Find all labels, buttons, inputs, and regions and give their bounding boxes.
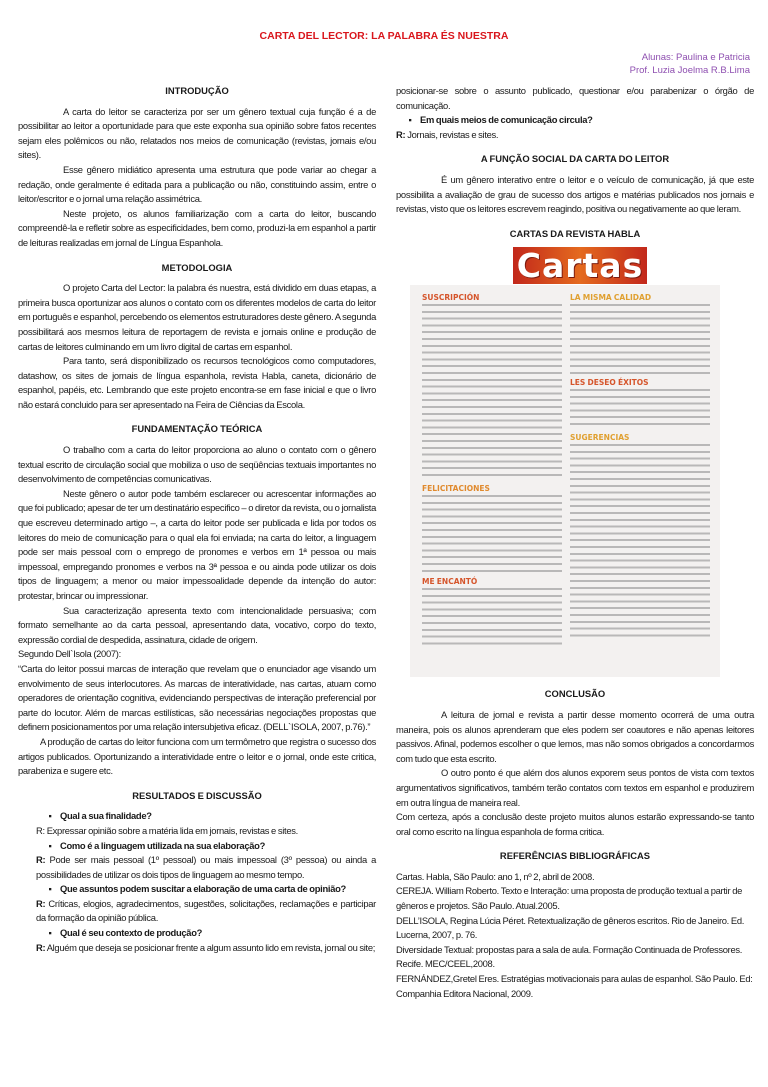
letter-heading: SUSCRIPCIÓN [422, 293, 480, 303]
paragraph: A carta do leitor se caracteriza por ser um gênero textual cuja função é a de possibilitar ao leitor a oportunidade para que este exponha sua opinião sobre fatos recentes sejam eles polêmicos ou não, relatados nos meios de comunicação (revistas, jornais e/ou sites). [18, 105, 376, 161]
paragraph: O projeto Carta del Lector: la palabra és nuestra, está dividido em duas etapas, a primeira busca oportunizar aos alunos o contato com os diferentes modelos de carta do leitor em português e espanhol, percebendo os elementos estruturadores deste gênero. A segunda possibilitará aos mesmos leitura de reportagem de revista e jornais online e produção de cartas de leitores culminando em um livro digital de cartas em espanhol. [18, 282, 376, 352]
letter-heading: LES DESEO ÉXITOS [570, 378, 649, 388]
cartas-logo: Cartas [513, 247, 647, 284]
section-heading: FUNDAMENTAÇÃO TEÓRICA [131, 423, 263, 435]
reference-item: Cartas. Habla, São Paulo: ano 1, nº 2, abril de 2008. [396, 870, 595, 882]
students: Alunas: Paulina e Patricia [641, 52, 750, 63]
question: ▪ Qual a sua finalidade? [36, 809, 376, 824]
reference-item: FERNÁNDEZ,Gretel Eres. Estratégias motivacionais para aulas de espanhol. São Paulo. Ed: Companhia Editora Nacional, 2009. [396, 973, 753, 999]
section-heading: CONCLUSÃO [544, 688, 606, 700]
reference-item: DELL’ISOLA, Regina Lúcia Péret. Retextualização de gêneros escritos. Rio de Janeiro. Ed. Lucerna, 2007, p. 76. [396, 914, 745, 941]
paragraph: O trabalho com a carta do leitor proporciona ao aluno o contato com o gênero textual escrito de circulação social que mobiliza o uso de seqüências textuais importantes no desenvolvimento de competências comunicativas. [18, 444, 376, 485]
section-heading: CARTAS DA REVISTA HABLA [509, 227, 641, 239]
paragraph: Neste projeto, os alunos familiarização com a carta do leitor, buscando compreendê-la e refletir sobre as especificidades, bem como, produzi-la em espanhol a partir de leituras realizadas em jornal de Língua Espanhola. [18, 207, 376, 248]
letter-heading: SUGERENCIAS [570, 433, 630, 443]
magazine-letters-section [396, 227, 754, 678]
bullet-icon: ▪ [48, 810, 52, 822]
results-continuation [396, 84, 754, 142]
paragraph: O outro ponto é que além dos alunos exporem seus pontos de vista com textos argumentativos significativos, também terão contatos com textos em espanhol e produzirem em outra língua de maneira real. [396, 767, 754, 808]
question: ▪ Em quais meios de comunicação circula? [396, 113, 754, 128]
section-heading: INTRODUÇÃO [165, 85, 229, 96]
citation-intro: Segundo Dell`Isola (2007): [18, 648, 121, 660]
document-title: CARTA DEL LECTOR: LA PALABRA ÉS NUESTRA [259, 30, 509, 42]
answer: R: Críticas, elogios, agradecimentos, sugestões, solicitações, reclamações e participar da formação da opinião pública. [36, 897, 376, 924]
results-section [18, 789, 376, 956]
paragraph: posicionar-se sobre o assunto publicado, questionar e/ou parabenizar o órgão de comunicação. [396, 85, 754, 111]
paragraph: É um gênero interativo entre o leitor e o veículo de comunicação, já que este possibilita a avaliação de grau de sucesso dos artigos e matérias publicados nos jornais e revistas, visto que os leitores escrevem reagindo, positiva ou negativamente ao que leram. [396, 173, 754, 215]
answer: R: Pode ser mais pessoal (1º pessoal) ou mais impessoal (3º pessoa) ou ainda a possibilidades de utilizar os dois tipos de linguagem ao mesmo tempo. [36, 854, 376, 880]
social-function-section [396, 152, 754, 216]
section-heading: RESULTADOS E DISCUSSÃO [132, 789, 262, 801]
paragraph: Esse gênero midiático apresenta uma estrutura que pode variar ao chegar a redação, onde geralmente é editada para a publicação ou não, constituindo assim, entre o leitor/escritor e o jornal uma relação assimétrica. [18, 163, 376, 205]
reference-item: Diversidade Textual: propostas para a sala de aula. Formação Continuada de Professores. Recife. MEC/CEEL,2008. [396, 943, 743, 970]
paragraph: Com certeza, após a conclusão deste projeto muitos alunos estarão expressando-se tanto oral como escrito na língua espanhola de forma critica. [396, 811, 754, 837]
paragraph: Neste gênero o autor pode também esclarecer ou acrescentar informações ao que foi publicado; apesar de ter um destinatário especifico – o diretor da revista, ou o jornalista que escreveu determinado artigo –, a carta do leitor pode ser publicada e lida por todos os leitores do meio de comunicação para o qual ela foi enviada; na carta do leitor, a linguagem pode ser mais pessoal com o emprego de pronomes e verbos em 1ª pessoa ou mais impessoal, empregando pronomes e verbos na 3ª pessoa e ou ainda pode utilizar os dois tipos de linguagem; a menor ou maior impessoalidade depende da intenção do autor: protestar, brincar ou impressionar. [18, 487, 376, 601]
bullet-icon: ▪ [48, 839, 52, 851]
bullet-icon: ▪ [48, 927, 52, 939]
letter-heading: LA MISMA CALIDAD [570, 293, 652, 303]
magazine-letters-image [410, 247, 720, 677]
quote: “Carta do leitor possui marcas de interação que revelam que o enunciador age visando um envolvimento de seus interlocutores. As marcas de interatividade, nas cartas, atuam como operadores de orientação cognitiva, evidenciando perspectivas de interação preferencial por parte do locutor. Além de marcas estilísticas, são necessárias negociações propostas que definem posicionamentos por uma relação intersubjetiva eficaz. (DELL`ISOLA, 2007, p.76).” [18, 662, 376, 733]
letter-heading: FELICITACIONES [422, 484, 490, 494]
letter-heading: ME ENCANTÓ [422, 577, 478, 587]
question: ▪ Como é a linguagem utilizada na sua elaboração? [36, 839, 376, 854]
paragraph: A produção de cartas do leitor funciona com um termômetro que registra o sucesso dos artigos publicados. Oportunizando a interatividade entre o leitor e o jornal, onde este critica, parabeniza e sugere etc. [18, 735, 376, 777]
references-section [396, 849, 754, 1001]
conclusion-section [396, 687, 754, 839]
methodology-section [18, 261, 376, 413]
introduction-section [18, 84, 376, 251]
answer: R: Expressar opinião sobre a matéria lida em jornais, revistas e sites. [36, 824, 298, 836]
section-heading: A FUNÇÃO SOCIAL DA CARTA DO LEITOR [480, 153, 670, 165]
left-column [18, 84, 376, 965]
theory-section [18, 422, 376, 778]
section-heading: REFERÊNCIAS BIBLIOGRÁFICAS [499, 850, 651, 862]
paragraph: A leitura de jornal e revista a partir desse momento ocorrerá de uma outra maneira, pois os alunos aprenderam que eles podem ser coautores e não apenas leitores passivos. Afinal, podemos escolher o que lemos, mas não somos obrigados a concordarmos com tudo que esta escrito. [396, 708, 754, 764]
reference-item: CEREJA. William Roberto. Texto e Interação: uma proposta de produção textual a partir de gêneros e projetos. São Paulo. Atual.2005. [396, 885, 743, 912]
bullet-icon: ▪ [408, 114, 412, 126]
authors [630, 52, 750, 77]
bullet-icon: ▪ [48, 883, 52, 895]
paragraph: Sua caracterização apresenta texto com intencionalidade persuasiva; com formato semelhante ao da carta pessoal, apresentando data, vocativo, corpo do texto, expressão cordial de despedida, assinatura, cidade de origem. [18, 604, 376, 645]
paragraph: Para tanto, será disponibilizado os recursos tecnológicos como computadores, datashow, os sites de jornais de língua espanhola, revista Habla, caneta, dicionário de espanhol, papéis, etc. Lembrando que este projeto encontra-se em fase inicial e que o livro não estará concluido para ser apresentado na Feira de Ciências da Escola. [18, 355, 376, 410]
right-column [396, 84, 754, 1011]
question: ▪ Que assuntos podem suscitar a elaboração de uma carta de opinião? [36, 882, 376, 897]
question: ▪ Qual é seu contexto de produção? [36, 926, 376, 941]
answer: R: Alguém que deseja se posicionar frente a algum assunto lido em revista, jornal ou site; [36, 941, 376, 953]
teacher: Prof. Luzia Joelma R.B.Lima [629, 64, 750, 76]
answer: R: Jornais, revistas e sites. [396, 128, 499, 140]
section-heading: METODOLOGIA [161, 261, 233, 273]
